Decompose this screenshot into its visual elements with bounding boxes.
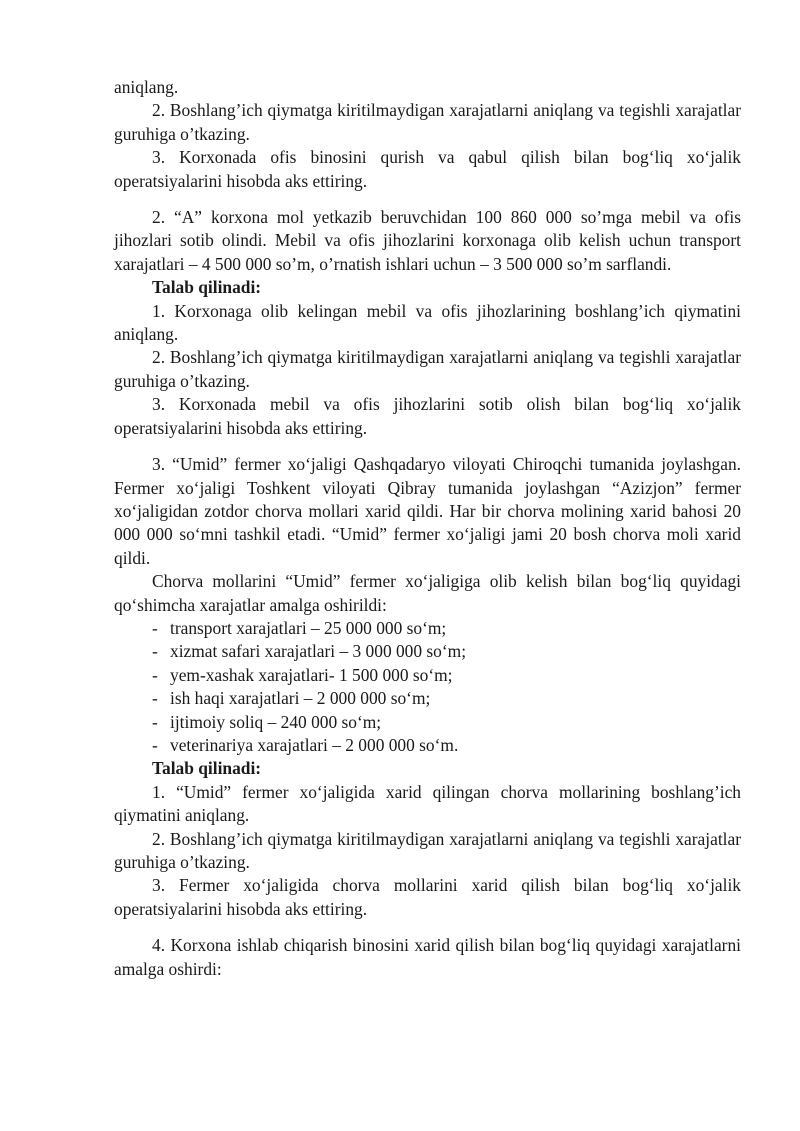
list-dash: - xyxy=(152,711,158,732)
task-3-intro: Chorva mollarini “Umid” fermer xo‘jaligiga olib kelish bilan bog‘liq quyidagi qo‘shimcha xarajatlar amalga oshirildi: xyxy=(114,571,741,615)
task-4-paragraph: 4. Korxona ishlab chiqarish binosini xarid qilish bilan bog‘liq quyidagi xarajatlarni amalga oshirdi: xyxy=(114,935,741,979)
requirements-heading: Talab qilinadi: xyxy=(152,277,262,298)
task-2-paragraph: 2. “A” korxona mol yetkazib beruvchidan 100 860 000 so’mga mebil va ofis jihozlari sotib olindi. Mebil va ofis jihozlarini korxonaga olib kelish uchun transport xarajatlari – 4 500 000 so’m, o’rnatish ishlari uchun – 3 500 000 so’m sarflandi. xyxy=(114,207,741,274)
list-item xyxy=(114,664,741,687)
requirements-heading: Talab qilinadi: xyxy=(152,758,262,779)
requirement-item: 3. Korxonada mebil va ofis jihozlarini sotib olish bilan bog‘liq xo‘jalik operatsiyalarini hisobda aks ettiring. xyxy=(114,394,741,438)
list-dash: - xyxy=(152,688,158,709)
requirement-item: 3. Fermer xo‘jaligida chorva mollarini xarid qilish bilan bog‘liq xo‘jalik operatsiyalarini hisobda aks ettiring. xyxy=(114,875,741,919)
requirement-item: 2. Boshlang’ich qiymatga kiritilmaydigan xarajatlarni aniqlang va tegishli xarajatlar guruhiga o’tkazing. xyxy=(114,347,741,391)
requirement-item: 1. Korxonaga olib kelingan mebil va ofis jihozlarining boshlang’ich qiymatini aniqlang. xyxy=(114,300,741,345)
list-item xyxy=(114,617,741,640)
requirement-item: 2. Boshlang’ich qiymatga kiritilmaydigan xarajatlarni aniqlang va tegishli xarajatlar guruhiga o’tkazing. xyxy=(114,828,741,872)
document-body xyxy=(114,76,741,981)
list-item-text: xizmat safari xarajatlari – 3 000 000 so‘m; xyxy=(170,641,467,662)
list-dash: - xyxy=(152,641,158,662)
continuation-text: aniqlang. xyxy=(114,77,179,97)
list-dash: - xyxy=(152,734,158,755)
requirement-item: 2. Boshlang’ich qiymatga kiritilmaydigan xarajatlarni aniqlang va tegishli xarajatlar guruhiga o’tkazing. xyxy=(114,100,741,144)
list-item xyxy=(114,711,741,734)
list-item-text: yem-xashak xarajatlari- 1 500 000 so‘m; xyxy=(170,664,453,685)
list-item-text: ish haqi xarajatlari – 2 000 000 so‘m; xyxy=(170,688,431,709)
list-item-text: ijtimoiy soliq – 240 000 so‘m; xyxy=(170,711,382,732)
list-dash: - xyxy=(152,617,158,638)
list-item xyxy=(114,640,741,663)
list-dash: - xyxy=(152,664,158,685)
list-item xyxy=(114,734,741,757)
list-item-text: veterinariya xarajatlari – 2 000 000 so‘m. xyxy=(170,734,459,755)
requirement-item: 1. “Umid” fermer xo‘jaligida xarid qilingan chorva mollarining boshlang’ich qiymatini aniqlang. xyxy=(114,781,741,826)
list-item-text: transport xarajatlari – 25 000 000 so‘m; xyxy=(170,617,447,638)
requirement-item: 3. Korxonada ofis binosini qurish va qabul qilish bilan bog‘liq xo‘jalik operatsiyalarini hisobda aks ettiring. xyxy=(114,147,741,191)
list-item xyxy=(114,687,741,710)
task-3-paragraph: 3. “Umid” fermer xo‘jaligi Qashqadaryo viloyati Chiroqchi tumanida joylashgan. Fermer xo‘jaligi Toshkent viloyati Qibray tumanida joylashgan “Azizjon” fermer xo‘jaligidan zotdor chorva mollari xarid qildi. Har bir chorva molining xarid bahosi 20 000 000 so‘mni tashkil etadi. “Umid” fermer xo‘jaligi jami 20 bosh chorva moli xarid qildi. xyxy=(114,454,741,568)
